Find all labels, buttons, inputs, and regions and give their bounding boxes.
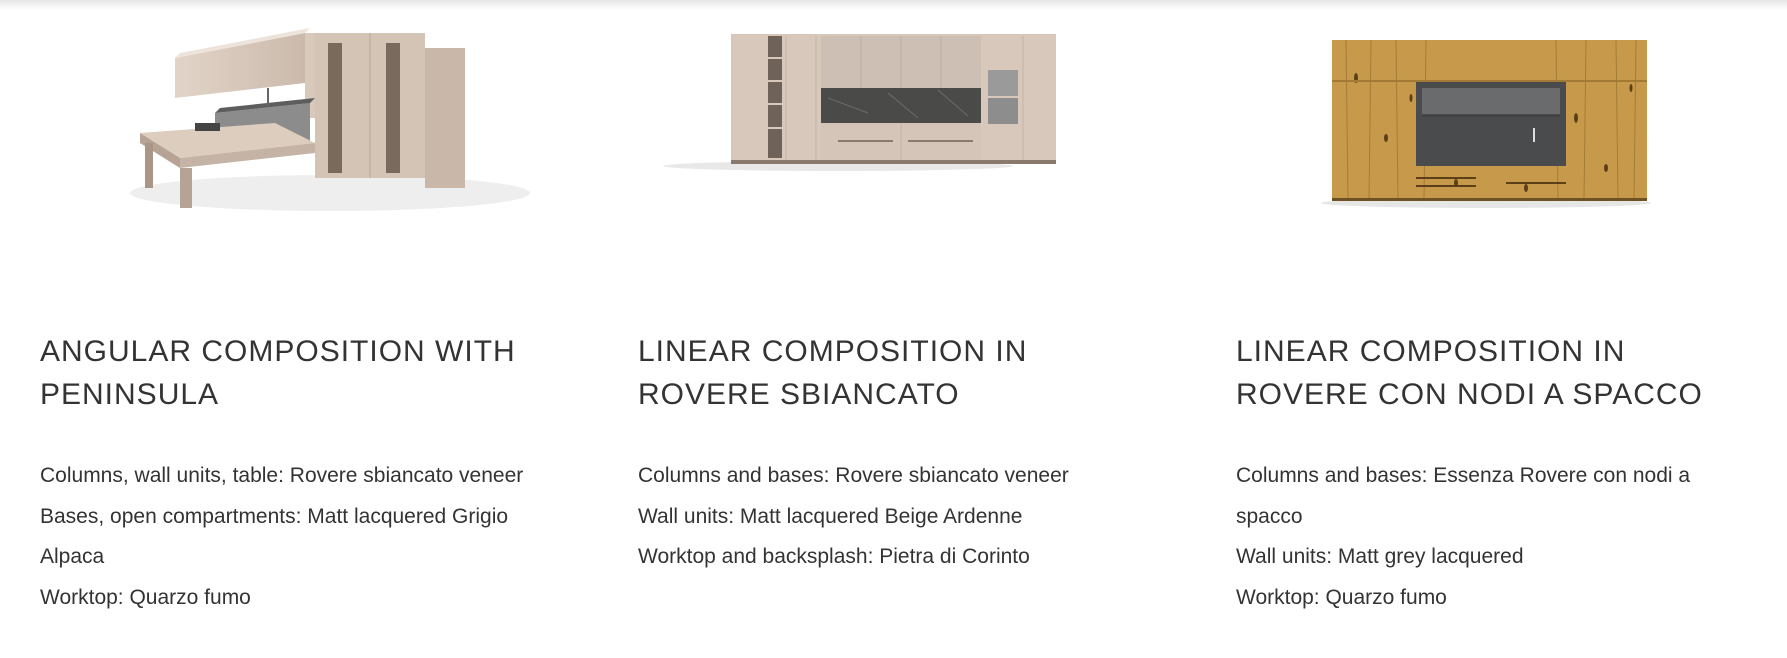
spec-line: Columns, wall units, table: Rovere sbiancato veneer — [40, 464, 524, 487]
product-title-line-2: PENINSULA — [40, 378, 220, 411]
product-card-rovere-sbiancato[interactable] — [638, 0, 1198, 658]
spec-line: Columns and bases: Rovere sbiancato veneer — [638, 464, 1069, 487]
product-specs — [638, 456, 1178, 578]
spec-line: Wall units: Matt grey lacquered — [1236, 545, 1524, 568]
product-title-line-2: ROVERE SBIANCATO — [638, 378, 960, 411]
product-card-angular[interactable] — [40, 0, 600, 658]
product-image-angular-kitchen[interactable] — [40, 18, 580, 258]
spec-line: Bases, open compartments: Matt lacquered Grigio — [40, 504, 509, 528]
product-card-rovere-nodi[interactable] — [1236, 0, 1787, 658]
product-title[interactable] — [638, 330, 1178, 416]
product-specs — [1236, 456, 1776, 618]
product-title-line-1: LINEAR COMPOSITION IN — [638, 335, 1028, 368]
spec-line: spacco — [1236, 504, 1303, 528]
product-title[interactable] — [40, 330, 580, 416]
product-image-linear-kitchen-sbiancato[interactable] — [638, 18, 1178, 258]
spec-line: Wall units: Matt lacquered Beige Ardenne — [638, 504, 1023, 528]
product-image-linear-kitchen-nodi[interactable] — [1236, 18, 1776, 258]
spec-line: Worktop: Quarzo fumo — [40, 585, 251, 609]
spec-line: Worktop and backsplash: Pietra di Corinto — [638, 545, 1030, 568]
spec-line: Alpaca — [40, 545, 105, 568]
spec-line: Worktop: Quarzo fumo — [1236, 585, 1447, 609]
product-title[interactable] — [1236, 330, 1776, 416]
product-title-line-1: ANGULAR COMPOSITION WITH — [40, 335, 516, 368]
product-specs — [40, 456, 580, 618]
product-title-line-2: ROVERE CON NODI A SPACCO — [1236, 378, 1703, 411]
spec-line: Columns and bases: Essenza Rovere con nodi a — [1236, 464, 1691, 487]
product-title-line-1: LINEAR COMPOSITION IN — [1236, 335, 1626, 368]
